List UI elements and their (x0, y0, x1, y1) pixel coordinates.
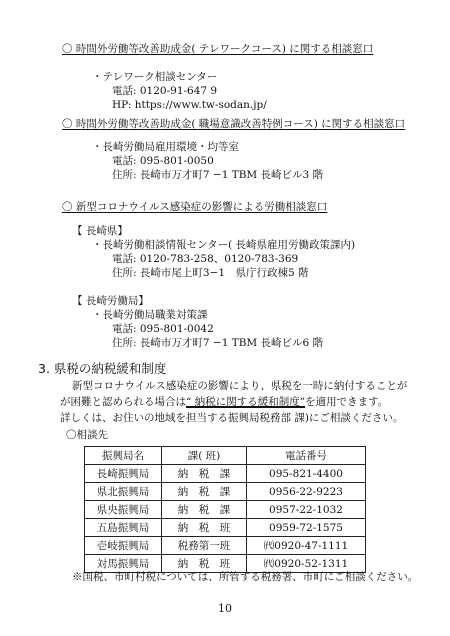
office-division: 納 税 課 (162, 465, 247, 483)
tax-paragraph-line2-end: を適用できます。 (305, 396, 389, 408)
office-name: 長崎振興局 (85, 465, 162, 483)
table-row (85, 483, 366, 501)
tax-footnote: ※国税、市町村税については、所管する税務署、市町にご相談ください。 (72, 571, 419, 583)
telework-homepage: HP: https://www.tw-sodan.jp/ (112, 99, 267, 111)
prefecture-address: 住所: 長崎市尾上町3−1 県庁行政棟5 階 (112, 267, 309, 279)
contact-label: 〇相談先 (66, 429, 108, 441)
office-name: 壱岐振興局 (85, 537, 162, 555)
table-row (85, 465, 366, 483)
office-phone: 0959-72-1575 (247, 519, 366, 537)
table-row (85, 501, 366, 519)
telework-heading: 〇 時間外労働等改善助成金( テレワークコース) に関する相談窓口 (62, 43, 374, 55)
table-row (85, 537, 366, 555)
telework-center-name: ・テレワーク相談センター (92, 71, 218, 83)
tax-relief-highlight: “ 納税に関する緩和制度” (186, 396, 306, 408)
prefecture-phone: 電話: 0120-783-258、0120-783-369 (112, 253, 299, 265)
labor-bureau-name: ・長崎労働局職業対策課 (92, 309, 208, 321)
office-phone: 095-821-4400 (247, 465, 366, 483)
office-name: 五島振興局 (85, 519, 162, 537)
office-phone: 0956-22-9223 (247, 483, 366, 501)
labor-bureau-address: 住所: 長崎市万才町7 −1 TBM 長崎ビル6 階 (112, 337, 324, 349)
office-division: 納 税 課 (162, 483, 247, 501)
office-phone: 0957-22-1032 (247, 501, 366, 519)
office-phone: ㈹0920-47-1111 (247, 537, 366, 555)
corona-heading: 〇 新型コロナウイルス感染症の影響による労働相談窓口 (62, 201, 328, 213)
table-header-row (85, 447, 366, 465)
table-header-office: 振興局名 (85, 447, 162, 465)
labor-bureau-label: 【 長崎労働局】 (72, 295, 149, 307)
tax-paragraph-line2 (60, 395, 388, 409)
office-division: 納 税 班 (162, 555, 247, 573)
workplace-heading: 〇 時間外労働等改善助成金( 職場意識改善特例コース) に関する相談窓口 (62, 118, 406, 130)
table-header-phone: 電話番号 (247, 447, 366, 465)
tax-paragraph-line3: 詳しくは、お住いの地域を担当する振興局税務部 課)にご相談ください。 (60, 412, 404, 424)
table-row (85, 519, 366, 537)
page-number: 10 (218, 602, 232, 615)
telework-phone: 電話: 0120-91-647 9 (112, 85, 218, 97)
workplace-office-name: ・長崎労働局雇用環境・均等室 (92, 141, 239, 153)
table-header-division: 課( 班) (162, 447, 247, 465)
prefecture-label: 【 長崎県】 (72, 225, 128, 237)
labor-bureau-phone: 電話: 095-801-0042 (112, 323, 214, 335)
office-name: 対馬振興局 (85, 555, 162, 573)
workplace-address: 住所: 長崎市万才町7 −1 TBM 長崎ビル3 階 (112, 169, 324, 181)
tax-paragraph-line1: 新型コロナウイルス感染症の影響により、県税を一時に納付することが (72, 380, 408, 392)
office-division: 納 税 課 (162, 501, 247, 519)
tax-office-table (84, 446, 366, 573)
office-name: 県央振興局 (85, 501, 162, 519)
office-phone: ㈹0920-52-1311 (247, 555, 366, 573)
workplace-phone: 電話: 095-801-0050 (112, 155, 214, 167)
tax-section-heading: 3. 県税の納税緩和制度 (38, 361, 167, 376)
office-division: 税務第一班 (162, 537, 247, 555)
prefecture-center-name: ・長崎労働相談情報センター( 長崎県雇用労働政策課内) (92, 239, 356, 251)
office-name: 県北振興局 (85, 483, 162, 501)
office-division: 納 税 班 (162, 519, 247, 537)
tax-paragraph-line2-start: が困難と認められる場合は (60, 396, 186, 408)
